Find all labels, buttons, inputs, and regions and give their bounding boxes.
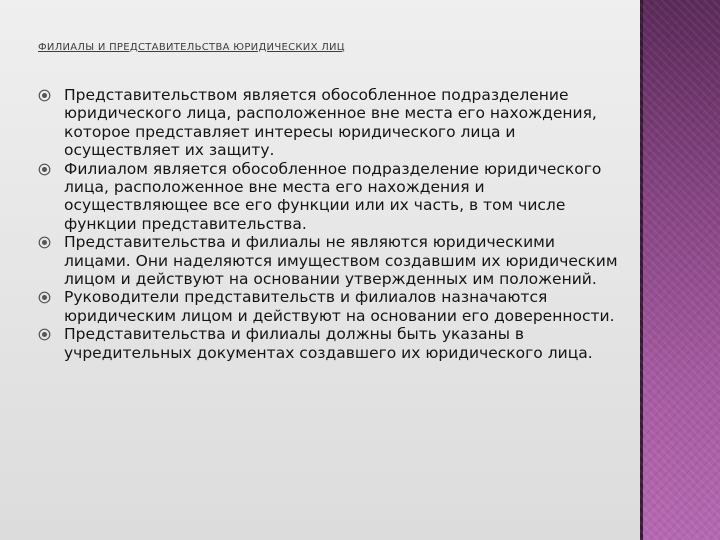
bullet-text: Руководители представительств и филиалов назначаются юридическим лицом и действуют на основании его доверенности.: [64, 288, 615, 325]
decorative-side-bar: [640, 0, 720, 540]
bullet-item-1: [38, 86, 618, 160]
bullet-item-2: [38, 160, 618, 234]
slide-title: ФИЛИАЛЫ И ПРЕДСТАВИТЕЛЬСТВА ЮРИДИЧЕСКИХ ЛИЦ: [38, 42, 345, 53]
circled-dot-icon: [38, 236, 51, 249]
bullet-item-5: [38, 325, 618, 362]
bullet-text: Представительством является обособленное подразделение юридического лица, расположенное вне места его нахождения, которое представляет интересы юридического лица и осуществляет их защиту.: [64, 86, 597, 160]
bullet-text: Филиалом является обособленное подразделение юридического лица, расположенное вне места его нахождения и осуществляющее все его функции или их часть, в том числе функции представительства.: [64, 159, 602, 233]
circled-dot-icon: [38, 328, 51, 341]
circled-dot-icon: [38, 163, 51, 176]
bullet-text: Представительства и филиалы должны быть указаны в учредительных документах создавшего их юридического лица.: [64, 325, 593, 362]
bullet-item-3: [38, 233, 618, 288]
bullet-list: [38, 86, 618, 362]
circled-dot-icon: [38, 291, 51, 304]
bullet-item-4: [38, 288, 618, 325]
circled-dot-icon: [38, 89, 51, 102]
bullet-text: Представительства и филиалы не являются юридическими лицами. Они наделяются имуществом создавшим их юридическим лицом и действуют на основании утвержденных им положений.: [64, 233, 618, 289]
